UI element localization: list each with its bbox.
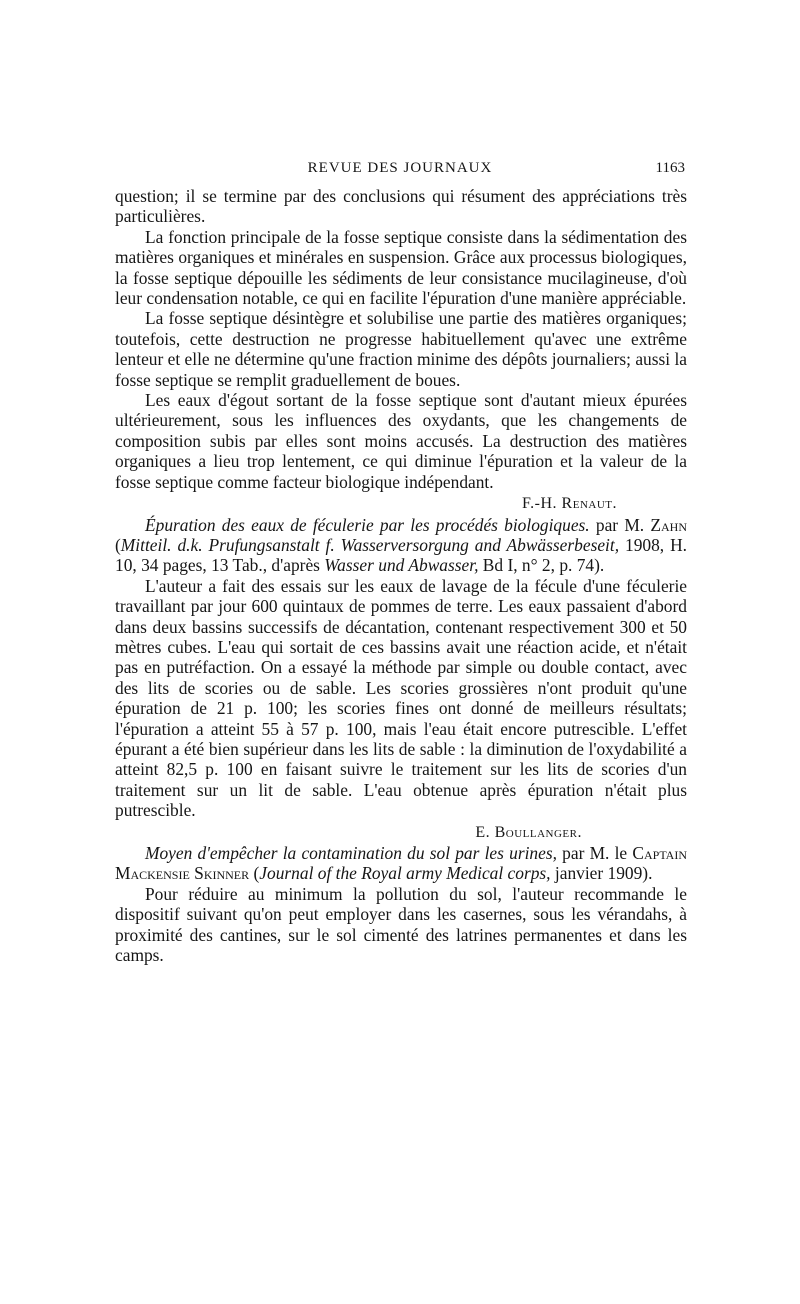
article-title: Épuration des eaux de féculerie par les procédés biologiques. [145, 514, 590, 535]
paragraph: Pour réduire au minimum la pollution du sol, l'auteur recommande le dispositif suivant qu'on peut employer dans les casernes, sous les vérandahs, à proximité des cantines, sur le sol cimenté des latrines permanentes et dans les camps. [115, 883, 687, 966]
article-source: Mitteil. d.k. Prufungsanstalt f. Wasserversorgung and Abwässerbeseit, [120, 534, 620, 555]
article-heading: Épuration des eaux de féculerie par les procédés biologiques. par M. Zahn (Mitteil. d.k. Prufungsanstalt f. Wasserversorgung and Abwässerbeseit, 1908, H. 10, 34 pages, 13 Tab., d'après Wasser und Abwasser, Bd I, n° 2, p. 74). [115, 514, 687, 576]
article-source-secondary: Wasser und Abwasser, [324, 555, 479, 576]
journal-section-title: REVUE DES JOURNAUX [307, 160, 493, 176]
article-by: par M. [595, 514, 645, 535]
article-source: Journal of the Royal army Medical corps, [259, 863, 551, 884]
article-source-tail: Bd I, n° 2, p. 74). [482, 555, 605, 576]
author-signature: F.-H. Renaut. [522, 495, 617, 513]
article-author: Captain Mackensie Skinner [115, 843, 688, 884]
article-by: par M. le [562, 843, 628, 863]
paragraph: L'auteur a fait des essais sur les eaux de lavage de la fécule d'une féculerie travaillant par jour 600 quintaux de pommes de terre. Les eaux passaient d'abord dans deux bassins successifs de décantation, contenant respectivement 300 et 50 mètres cubes. L'eau qui sortait de ces bassins avait une réaction acide, et n'était pas en putréfaction. On a essayé la méthode par simple ou double contact, avec des lits de scories ou de sable. Les scories grossières n'ont produit qu'une épuration de 21 p. 100; les scories fines ont donné de meilleurs résultats; l'épuration a atteint 55 à 57 p. 100, mais l'eau était encore putrescible. L'effet épurant a été bien supérieur dans les lits de sable : la diminution de l'oxydabilité a atteint 82,5 p. 100 en faisant suivre le traitement sur les lits de scories d'un traitement sur un lit de sable. L'eau obtenue après épuration n'était plus putrescible. [115, 575, 687, 821]
paragraph: La fosse septique désintègre et solubilise une partie des matières organiques; toutefois, cette destruction ne progresse habituellement qu'avec une extrême lenteur et elle ne détermine qu'une fraction minime des dépôts journaliers; aussi la fosse septique se remplit graduellement de boues. [115, 308, 688, 390]
author-signature: E. Boullanger. [475, 823, 582, 841]
article-author: Zahn [650, 514, 687, 535]
article-source-tail: janvier 1909). [554, 863, 653, 884]
paragraph: La fonction principale de la fosse septique consiste dans la sédimentation des matières organiques et minérales en suspension. Grâce aux processus biologiques, la fosse septique dépouille les sédiments de leur consistance mucilagineuse, d'où leur condensation notable, ce qui en facilite l'épuration d'une manière appréciable. [115, 226, 687, 309]
paragraph: question; il se termine par des conclusions qui résument des appréciations très particulières. [115, 186, 687, 227]
article-source-details: 1908, H. 10, 34 pages, 13 Tab., d'après [115, 534, 687, 576]
article-heading: Moyen d'empêcher la contamination du sol par les urines, par M. le Captain Mackensie Skinner (Journal of the Royal army Medical corps, janvier 1909). [115, 843, 688, 884]
page-number: 1163 [655, 160, 685, 176]
paragraph: Les eaux d'égout sortant de la fosse septique sont d'autant mieux épurées ultérieurement, sous les influences des oxydants, que les changements de composition subis par elles sont moins accusés. La destruction des matières organiques a lieu trop lentement, ce qui diminue l'épuration et la valeur de la fosse septique comme facteur biologique indépendant. [115, 390, 687, 492]
article-title: Moyen d'empêcher la contamination du sol par les urines, [145, 843, 557, 863]
body-text [115, 186, 687, 965]
running-header [115, 160, 685, 182]
